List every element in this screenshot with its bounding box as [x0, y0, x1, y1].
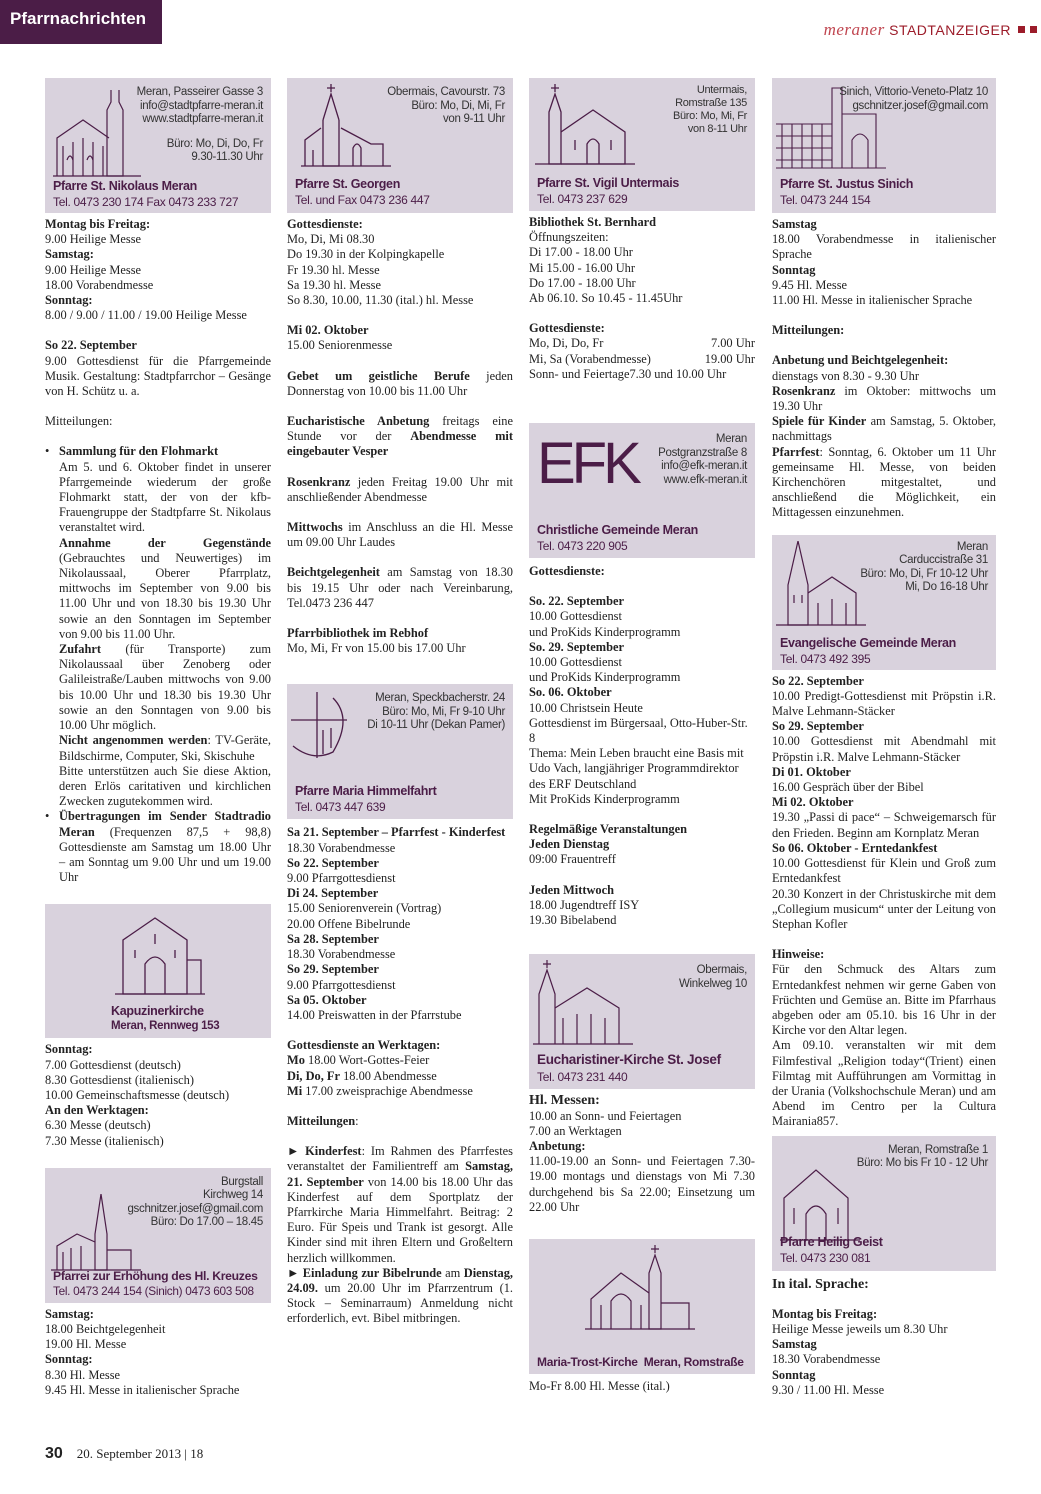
column-1 — [45, 78, 271, 1398]
brand-square-icon — [1018, 26, 1025, 33]
church-name: Eucharistiner-Kirche St. Josef — [537, 1052, 721, 1068]
issue-date: 20. September 2013 | 18 — [76, 1446, 204, 1461]
brand-logo: meraner STADTANZEIGER — [823, 20, 1011, 39]
church-phone: Tel. und Fax 0473 236 447 — [295, 193, 430, 207]
church-drawing-icon — [533, 958, 633, 1048]
page-footer — [45, 1446, 203, 1461]
schedule-text: Gottesdienste: So. 22. September 10.00 Gottesdienst und ProKids Kinderprogramm So. 29. September 10.00 Gottesdienst und ProKids Kinderprogramm So. 06. Oktober 10.00 Christsein Heute Gottesdienst im Bürgersaal, Otto-Huber-Str. 8 Thema: Mein Leben braucht eine Basis mit Udo Vach, langjähriger Programmdirektor des ERF Deutschland Mit ProKids Kinderprogramm Regelmäßige Veranstaltungen Jeden Dienstag 09:00 Frauentreff Jeden Mittwoch 18.00 Jugendtreff ISY 19.30 Bibelabend — [529, 564, 748, 928]
church-drawing-icon — [585, 1243, 695, 1333]
column-2 — [287, 78, 513, 1327]
church-box-maria-himmelfahrt — [287, 684, 513, 819]
church-name: Pfarre St. Georgen — [295, 177, 401, 191]
church-contact-info: Meran, Passeirer Gasse 3 info@stadtpfarre-meran.it www.stadtpfarre-meran.it Büro: Mo, Di, Do, Fr 9.30-11.30 Uhr — [136, 86, 263, 163]
church-contact-info: Obermais, Cavourstr. 73 Büro: Mo, Di, Mi, Fr von 9-11 Uhr — [387, 86, 505, 125]
church-phone: Tel. 0473 244 154 — [780, 193, 871, 207]
schedule-text: In ital. Sprache: Montag bis Freitag: Heilige Messe jeweils um 8.30 Uhr Samstag 18.30 Vorabendmesse Sonntag 9.30 / 11.00 Hl. Messe — [772, 1277, 996, 1398]
church-phone: Tel. 0473 447 639 — [295, 800, 386, 815]
church-box-st-georgen — [287, 78, 513, 213]
brand-square-icon — [1030, 26, 1037, 33]
church-box-st-josef — [529, 954, 755, 1089]
church-box-efk — [529, 423, 755, 558]
schedule-text: Sonntag: 7.00 Gottesdienst (deutsch) 8.30 Gottesdienst (italienisch) 10.00 Gemeinschaftsmesse (deutsch) An den Werktagen: 6.30 Messe (deutsch) 7.30 Messe (italienisch) — [45, 1042, 230, 1148]
schedule-text: Hl. Messen: 10.00 an Sonn- und Feiertagen 7.00 an Werktagen Anbetung: 11.00-19.00 an Sonn- und Feiertagen 7.30-19.00 montags und dienstags von Mi 7.30 durchgehend bis Sa 22.00; Einsetzung um 22.00 Uhr — [529, 1093, 755, 1214]
page-number: 30 — [45, 1445, 63, 1462]
church-name: Evangelische Gemeinde Meran — [780, 635, 957, 650]
church-box-maria-trost — [529, 1239, 755, 1374]
church-name: Kapuzinerkirche — [111, 1004, 204, 1019]
schedule-text: Gottesdienste: Mo, Di, Mi 08.30 Do 19.30 in der Kolpingkapelle Fr 19.30 hl. Messe Sa 19.30 hl. Messe So 8.30, 10.00, 11.30 (ital.) hl. Messe Mi 02. Oktober 15.00 Seniorenmesse Gebet um geistliche Berufe jeden Donnerstag von 10.00 bis 11.00 Uhr Eucharistische Anbetung freitags eine Stunde vor der Abendmesse mit eingebauter Vesper Rosenkranz jeden Freitag 19.00 Uhr mit anschließender Abendmesse Mittwochs im Anschluss an die Hl. Messe um 09.00 Uhr Laudes Beichtgelegenheit am Samstag von 18.30 bis 19.15 Uhr oder nach Vereinbarung, Tel.0473 236 447 Pfarrbibliothek im Rebhof Mo, Mi, Fr von 15.00 bis 17.00 Uhr — [287, 217, 513, 656]
schedule-text: Bibliothek St. Bernhard Öffnungszeiten: Di 17.00 - 18.00 Uhr Mi 15.00 - 16.00 Uhr Do 17.00 - 18.00 Uhr Ab 06.10. So 10.45 - 11.45Uhr Gottesdienste: Mo, Di, Do, Fr 7.00 Uhr Mi, Sa (Vorabendmesse) 19.00 Uhr Sonn- und Feiertage7.30 und 10.00 Uhr — [529, 215, 755, 381]
church-box-heilig-geist — [772, 1136, 996, 1271]
list-item: • Sammlung für den Flohmarkt Am 5. und 6. Oktober findet in unserer Pfarrgemeinde wiederum der große Flohmarkt statt, der von der kfb-Frauengruppe der Stadtpfarre St. Nikolaus veranstaltet wird. Annahme der Gegenstände (Gebrauchtes und Neuwertiges) im Nikolaussaal, Oberer Pfarrplatz, mittwochs im September von 9.00 bis 11.00 Uhr und von 18.30 bis 19.30 Uhr sowie an den Sonntagen im September von 9.00 bis 11.00 Uhr. Zufahrt (für Transporte) zum Nikolaussaal über Zenoberg oder Galileistraße/Lauben mittwochs von 9.00 bis 10.00 Uhr und 18.30 bis 19.30 Uhr sowie an den Sonntagen von 9.00 bis 10.00 Uhr möglich. Nicht angenommen werden: TV-Geräte, Bildschirme, Computer, Ski, Skischuhe Bitte unterstützen auch Sie diese Aktion, deren Erlös caritativen und kirchlichen Zwecken zugutekommen wird. — [45, 444, 271, 809]
schedule-text: Sa 21. September – Pfarrfest - Kinderfest 18.30 Vorabendmesse So 22. September 9.00 Pfarrgottesdienst Di 24. September 15.00 Seniorenverein (Vortrag) 20.00 Offene Bibelrunde Sa 28. September 18.30 Vorabendmesse So 29. September 9.00 Pfarrgottesdienst Sa 05. Oktober 14.00 Preiswatten in der Pfarrstube Gottesdienste an Werktagen: Mo 18.00 Wort-Gottes-Feier Di, Do, Fr 18.00 Abendmesse Mi 17.00 zweisprachige Abendmesse Mitteilungen: ► Kinderfest: Im Rahmen des Pfarrfestes veranstaltet der Familientreff am Samstag, 21. September von 14.00 bis 18.00 Uhr das Kinderfest auf dem Sportplatz der Pfarrkirche Maria Himmelfahrt. Beitrag: 2 Euro. Für Speis und Trank ist gesorgt. Alle Kinder sind mit ihren Eltern und Großeltern herzlich willkommen. ► Einladung zur Bibelrunde am Dienstag, 24.09. um 20.00 Uhr im Pfarrzentrum (1. Stock – Seminarraum) Anmeldung nicht erforderlich, evt. Bibel mitbringen. — [287, 825, 513, 1326]
church-box-kapuziner — [45, 904, 271, 1038]
column-3 — [529, 78, 755, 1394]
church-name: Pfarre Maria Himmelfahrt — [295, 784, 437, 799]
church-drawing-icon — [53, 86, 143, 180]
church-logo-icon — [287, 688, 355, 762]
church-name: Pfarre St. Nikolaus Meran — [53, 179, 197, 193]
church-drawing-icon — [115, 910, 205, 998]
column-4 — [772, 78, 996, 1398]
church-drawing-icon — [301, 80, 391, 170]
church-phone: Tel. 0473 492 395 — [780, 651, 871, 666]
church-name: Pfarre St. Justus Sinich — [780, 177, 914, 191]
subheading: In ital. Sprache: — [772, 1276, 869, 1292]
schedule-text: Montag bis Freitag: 9.00 Heilige Messe Samstag: 9.00 Heilige Messe 18.00 Vorabendmesse Sonntag: 8.00 / 9.00 / 11.00 / 19.00 Heilige Messe So 22. September 9.00 Gottesdienst für die Pfarrgemeinde Musik. Gestaltung: Stadtpfarrchor – Gesänge von H. Schütz u. a. Mitteilungen: • Sammlung für den Flohmarkt Am 5. und 6. Oktober findet in unserer Pfarrgemeinde wiederum der große Flohmarkt statt, der von der kfb-Frauengruppe der Stadtpfarre St. Nikolaus veranstaltet wird. Annahme der Gegenstände (Gebrauchtes und Neuwertiges) im Nikolaussaal, Oberer Pfarrplatz, mittwochs im September von 9.00 bis 11.00 Uhr und von 18.30 bis 19.30 Uhr sowie an den Sonntagen im September von 9.00 bis 11.00 Uhr. Zufahrt (für Transporte) zum Nikolaussaal über Zenoberg oder Galileistraße/Lauben mittwochs von 9.00 bis 10.00 Uhr und 18.30 bis 19.30 Uhr sowie an den Sonntagen von 9.00 bis 10.00 Uhr möglich. Nicht angenommen werden: TV-Geräte, Bildschirme, Computer, Ski, Skischuhe Bitte unterstützen auch Sie diese Aktion, deren Erlös caritativen und kirchlichen Zwecken zugutekommen wird. • Übertragungen im Sender Stadtradio Meran (Frequenzen 87,5 + 98,8) Gottesdienste am Samstag um 18.00 Uhr – am Sonntag um 9.00 Uhr und um 19.00 Uhr — [45, 217, 271, 885]
schedule-text: Mo-Fr 8.00 Hl. Messe (ital.) — [529, 1378, 670, 1393]
church-contact-info: Obermais, Winkelweg 10 — [679, 964, 747, 990]
church-contact-info: Meran Postgranzstraße 8 info@efk-meran.it www.efk-meran.it — [658, 433, 747, 486]
church-drawing-icon — [776, 541, 866, 629]
church-contact-info: Untermais, Romstraße 135 Büro: Mo, Mi, Fr von 8-11 Uhr — [672, 84, 747, 135]
church-box-st-justus — [772, 78, 996, 213]
church-phone: Tel. 0473 230 174 Fax 0473 233 727 — [53, 195, 239, 209]
efk-logo: EFK — [537, 431, 638, 497]
schedule-text: Samstag 18.00 Vorabendmesse in italienischer Sprache Sonntag 9.45 Hl. Messe 11.00 Hl. Messe in italienischer Sprache Mitteilungen: Anbetung und Beichtgelegenheit: dienstags von 8.30 - 9.30 Uhr Rosenkranz im Oktober: mittwochs um 19.30 Uhr Spiele für Kinder am Samstag, 5. Oktober, nachmittags Pfarrfest: Sonntag, 6. Oktober um 11 Uhr gemeinsame Hl. Messe, von beiden Kirchenchören mitgestaltet, und anschließend die Möglichkeit, ein Mittagessen einzunehmen. — [772, 217, 996, 520]
church-phone: Tel. 0473 220 905 — [537, 539, 628, 554]
church-contact-info: Burgstall Kirchweg 14 gschnitzer.josef@gmail.com Büro: Do 17.00 – 18.45 — [127, 1175, 263, 1229]
church-box-evangelisch — [772, 535, 996, 670]
church-phone: Tel. 0473 244 154 (Sinich) 0473 603 508 — [53, 1283, 254, 1298]
church-box-st-vigil — [529, 78, 755, 211]
church-name: Pfarre St. Vigil Untermais — [537, 176, 680, 190]
church-contact-info: Meran, Romstraße 1 Büro: Mo bis Fr 10 - 12 Uhr — [856, 1143, 988, 1170]
list-item: • Übertragungen im Sender Stadtradio Meran (Frequenzen 87,5 + 98,8) Gottesdienste am Samstag um 18.00 Uhr – am Sonntag um 9.00 Uhr und um 19.00 Uhr — [45, 809, 271, 885]
church-name: Pfarrei zur Erhöhung des Hl. Kreuzes — [53, 1268, 258, 1283]
church-name: Pfarre Heilig Geist — [780, 1234, 883, 1249]
church-phone: Tel. 0473 231 440 — [537, 1070, 628, 1085]
church-phone: Tel. 0473 230 081 — [780, 1250, 871, 1265]
church-contact-info: Meran Carduccistraße 31 Büro: Mo, Di, Fr 10-12 Uhr Mi, Do 16-18 Uhr — [860, 540, 988, 594]
church-name: Christliche Gemeinde Meran — [537, 523, 698, 538]
church-address: Meran, Romstraße — [643, 1354, 744, 1369]
church-name: Maria-Trost-Kirche Meran, Romstraße — [537, 1354, 744, 1369]
church-contact-info: Meran, Speckbacherstr. 24 Büro: Mo, Mi, Fr 9-10 Uhr Di 10-11 Uhr (Dekan Pamer) — [367, 692, 505, 732]
church-phone: Tel. 0473 237 629 — [537, 192, 628, 206]
schedule-text: So 22. September 10.00 Predigt-Gottesdienst mit Pröpstin i.R. Malve Lehmann-Stäcker So 29. September 10.00 Gottesdienst mit Abendmahl mit Pröpstin i.R. Malve Lehmann-Stäcker Di 01. Oktober 16.00 Gespräch über der Bibel Mi 02. Oktober 19.30 „Passi di pace“ – Schweigemarsch für den Frieden. Beginn am Kornplatz Meran So 06. Oktober - Erntedankfest 10.00 Gottesdienst für Klein und Groß zum Erntedankfest 20.30 Konzert in der Christuskirche mit dem „Collegium musicum“ unter der Leitung von Stephan Kofler Hinweise: Für den Schmuck des Altars zum Erntedankfest nehmen wir gerne Gaben von Früchten und Gemüse an. Bitte im Pfarrhaus abgeben oder am 05.10. bis 16 Uhr in der Kirche vor den Altar legen. Am 09.10. veranstalten wir mit dem Filmfestival „Religion today“(Trient) einen Filmtag mit Aufführungen am Vormittag in der Urania (Volkshochschule Meran) und am Abend im Centro per la Cultura Mairania857. — [772, 673, 996, 1129]
church-box-hl-kreuz — [45, 1168, 271, 1303]
church-contact-info: Sinich, Vittorio-Veneto-Platz 10 gschnitzer.josef@gmail.com — [839, 86, 988, 112]
church-drawing-icon — [780, 1164, 860, 1244]
church-address: Meran, Rennweg 153 — [111, 1020, 220, 1033]
church-drawing-icon — [535, 82, 635, 168]
church-box-st-nikolaus — [45, 78, 271, 213]
schedule-text: Samstag: 18.00 Beichtgelegenheit 19.00 Hl. Messe Sonntag: 8.30 Hl. Messe 9.45 Hl. Messe in italienischer Sprache — [45, 1306, 240, 1397]
section-tab: Pfarrnachrichten — [0, 0, 162, 44]
